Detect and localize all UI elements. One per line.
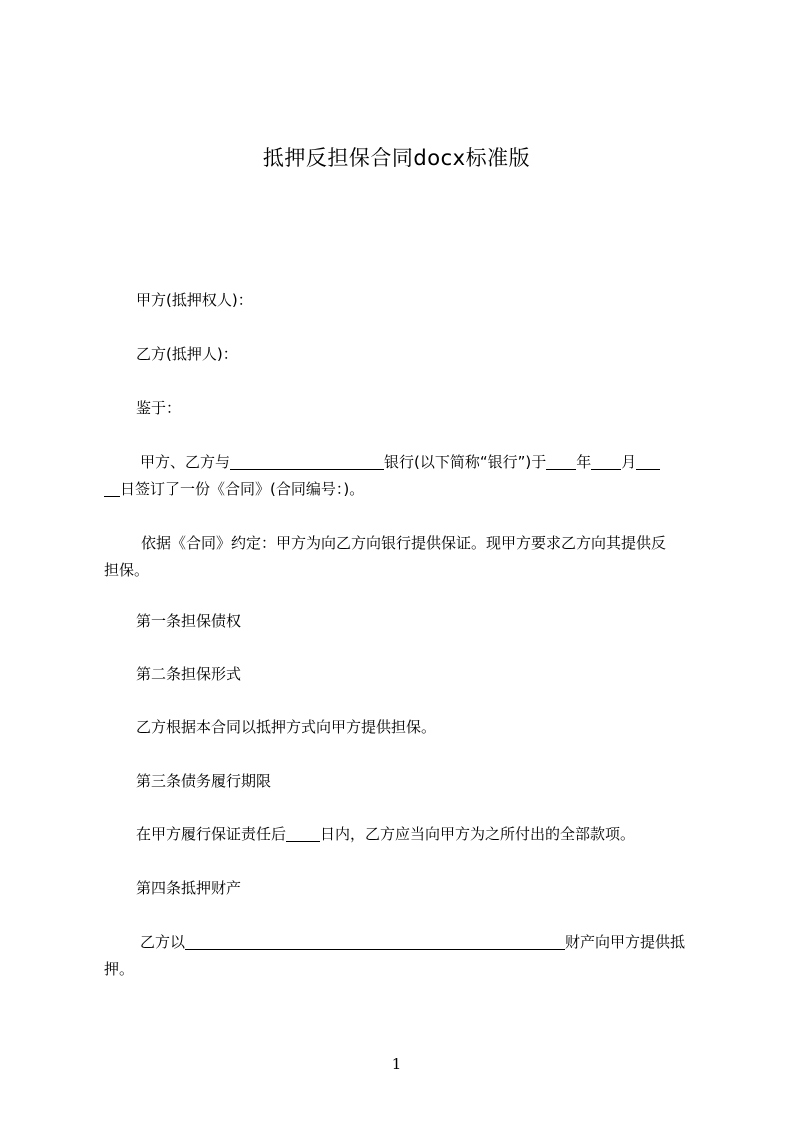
article-4-line-2: 押。 [104, 960, 135, 978]
recital-line-1 [104, 449, 738, 476]
basis-line-1: 依据《合同》约定：甲方为向乙方向银行提供保证。现甲方要求乙方向其提供反 [141, 534, 667, 552]
article-2-heading: 第二条担保形式 [136, 665, 242, 683]
recital-text-3: 日签订了一份《合同》(合同编号：)。 [120, 480, 365, 498]
page-number: 1 [391, 1055, 402, 1073]
article-4-line-1 [104, 929, 738, 956]
day-blank-part2[interactable] [104, 479, 120, 497]
article-4-text-2: 财产向甲方提供抵 [565, 933, 686, 951]
article-4-text-1: 乙方以 [140, 933, 186, 951]
month-blank[interactable] [591, 452, 621, 470]
recital-text-2: 银行(以下简称“银行”)于 [384, 453, 547, 471]
bank-name-blank[interactable] [230, 452, 384, 470]
basis-line-2: 担保。 [104, 561, 150, 579]
property-blank[interactable] [185, 932, 565, 950]
year-blank[interactable] [546, 452, 576, 470]
whereas-line: 鉴于： [136, 399, 182, 417]
article-3-text [104, 821, 734, 848]
days-blank[interactable] [286, 824, 320, 842]
day-blank-part1[interactable] [636, 452, 660, 470]
recital-text-year: 年 [576, 453, 592, 471]
document-title: 抵押反担保合同docx标准版 [262, 146, 531, 170]
article-2-text: 乙方根据本合同以抵押方式向甲方提供担保。 [136, 718, 437, 736]
article-3-text-2: 日内，乙方应当向甲方为之所付出的全部款项。 [320, 825, 636, 843]
article-3-heading: 第三条债务履行期限 [136, 772, 272, 790]
recital-text-month: 月 [621, 453, 637, 471]
article-3-text-1: 在甲方履行保证责任后 [136, 825, 287, 843]
article-4-heading: 第四条抵押财产 [136, 879, 242, 897]
recital-line-2 [104, 476, 702, 503]
party-b-line: 乙方(抵押人)： [136, 345, 238, 363]
recital-text-1: 甲方、乙方与 [140, 453, 231, 471]
party-a-line: 甲方(抵押权人)： [136, 291, 253, 309]
article-1-heading: 第一条担保债权 [136, 612, 242, 630]
